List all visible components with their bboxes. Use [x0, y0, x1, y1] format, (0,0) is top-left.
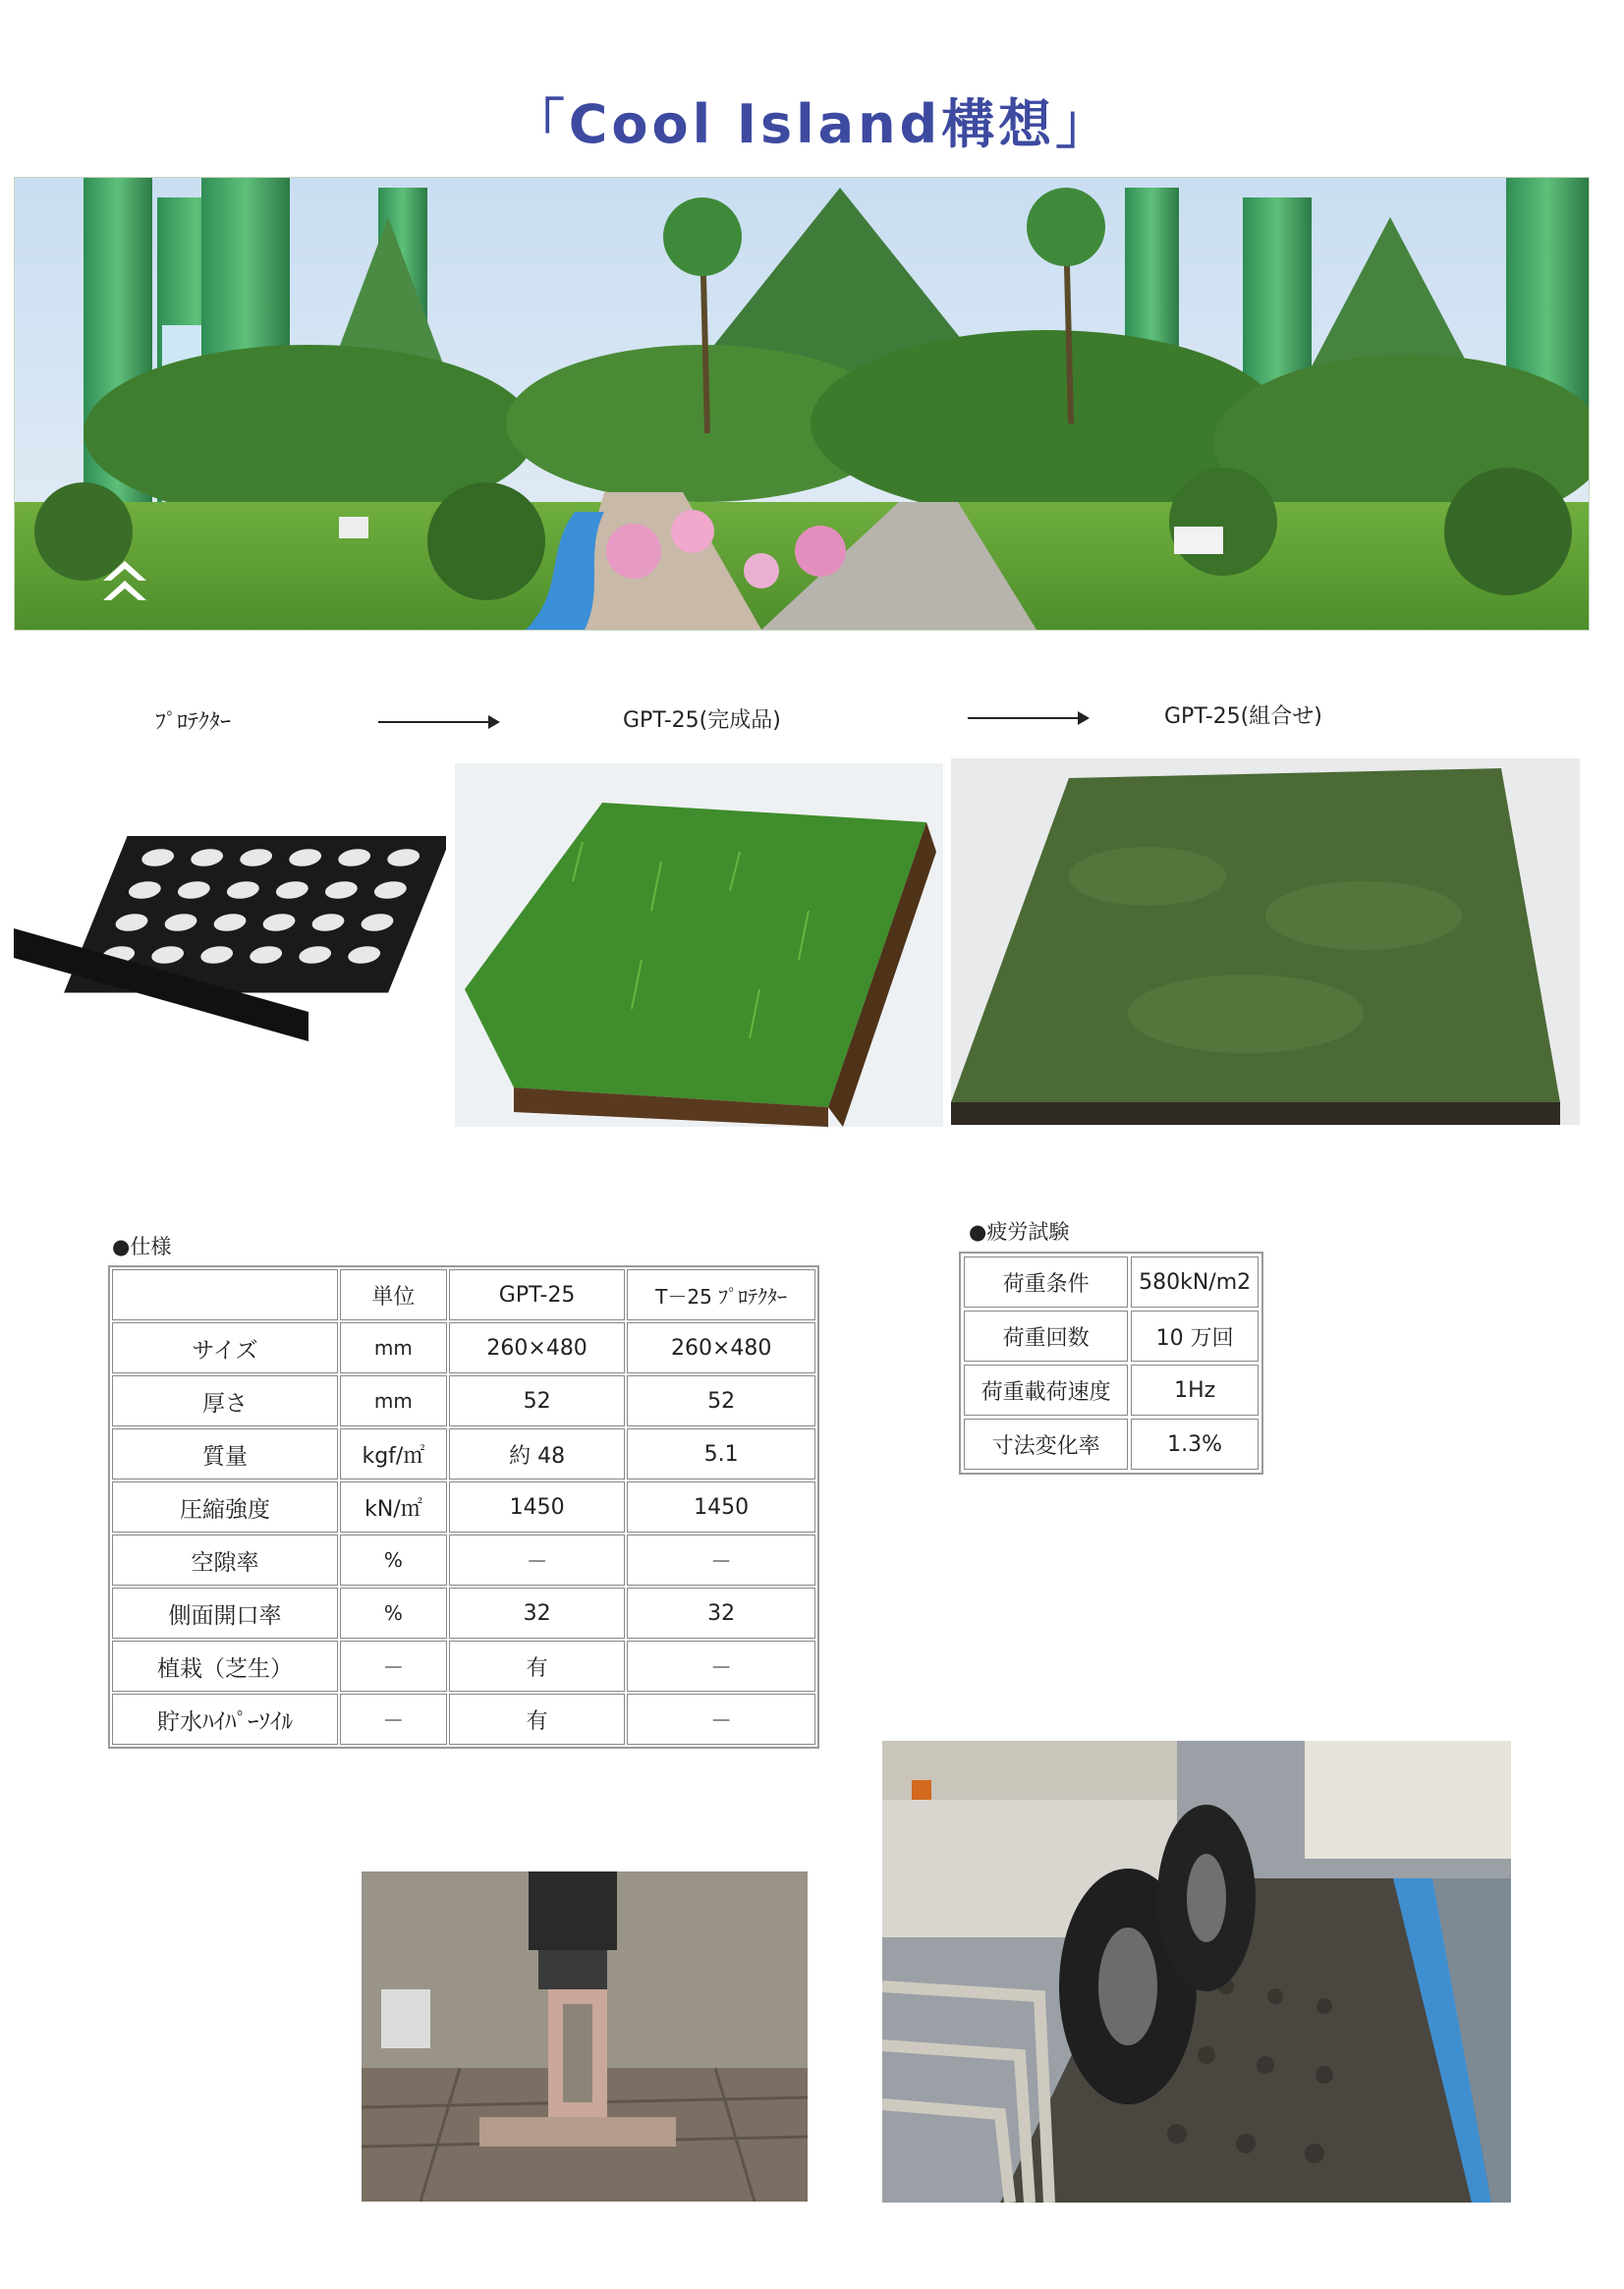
table-row: [112, 1322, 815, 1373]
value-cell: 約 48: [449, 1428, 626, 1479]
row-label: 荷重条件: [964, 1256, 1128, 1308]
unit-cell: %: [340, 1588, 447, 1639]
load-test-machine-photo: [362, 1871, 808, 2202]
row-label: 寸法変化率: [964, 1419, 1128, 1470]
table-row: [112, 1375, 815, 1426]
fatigue-table: [959, 1252, 1263, 1475]
unit-cell: －: [340, 1694, 447, 1745]
value-cell: 10 万回: [1131, 1311, 1259, 1362]
value-cell: －: [449, 1535, 626, 1586]
table-row: [112, 1481, 815, 1533]
value-cell: 1Hz: [1131, 1365, 1259, 1416]
table-header-row: [112, 1269, 815, 1320]
value-cell: 52: [449, 1375, 626, 1426]
row-label: 荷重回数: [964, 1311, 1128, 1362]
table-row: [112, 1694, 815, 1745]
value-cell: 1.3%: [1131, 1419, 1259, 1470]
value-cell: 1450: [449, 1481, 626, 1533]
value-cell: 32: [627, 1588, 815, 1639]
row-label: サイズ: [112, 1322, 338, 1373]
row-label: 貯水ﾊｲﾊﾟｰｿｲﾙ: [112, 1694, 338, 1745]
gpt25-combined-photo: [951, 758, 1580, 1125]
fatigue-heading: ●疲労試験: [969, 1220, 1070, 1244]
value-cell: －: [627, 1641, 815, 1692]
table-row: [964, 1365, 1259, 1416]
value-cell: －: [627, 1535, 815, 1586]
unit-cell: kgf/㎡: [340, 1428, 447, 1479]
table-row: [112, 1588, 815, 1639]
spec-table: [108, 1265, 819, 1749]
header-cell: GPT-25: [449, 1269, 626, 1320]
row-label: 空隙率: [112, 1535, 338, 1586]
row-label: 荷重載荷速度: [964, 1365, 1128, 1416]
page-title: 「Cool Island構想」: [511, 93, 1113, 155]
value-cell: 260×480: [449, 1322, 626, 1373]
table-row: [964, 1256, 1259, 1308]
table-row: [112, 1428, 815, 1479]
table-row: [964, 1419, 1259, 1470]
value-cell: 有: [449, 1694, 626, 1745]
row-label: 圧縮強度: [112, 1481, 338, 1533]
value-cell: －: [627, 1694, 815, 1745]
header-cell: 単位: [340, 1269, 447, 1320]
value-cell: 32: [449, 1588, 626, 1639]
flow-label-protector: ﾌﾟﾛﾃｸﾀｰ: [155, 710, 232, 735]
value-cell: 1450: [627, 1481, 815, 1533]
unit-cell: mm: [340, 1375, 447, 1426]
gpt25-finished-photo: [455, 763, 943, 1127]
header-cell: [112, 1269, 338, 1320]
spec-heading: ●仕様: [112, 1235, 172, 1258]
arrow-right-icon: [378, 721, 498, 723]
value-cell: 580kN/m2: [1131, 1256, 1259, 1308]
row-label: 側面開口率: [112, 1588, 338, 1639]
unit-cell: －: [340, 1641, 447, 1692]
flow-label-gpt25-combined: GPT-25(組合せ): [1164, 704, 1322, 729]
protector-photo: [14, 786, 446, 1051]
value-cell: 260×480: [627, 1322, 815, 1373]
value-cell: 5.1: [627, 1428, 815, 1479]
table-row: [112, 1535, 815, 1586]
table-row: [964, 1311, 1259, 1362]
row-label: 質量: [112, 1428, 338, 1479]
value-cell: 有: [449, 1641, 626, 1692]
row-label: 厚さ: [112, 1375, 338, 1426]
arrow-right-icon: [968, 717, 1088, 719]
truck-load-test-photo: [882, 1741, 1511, 2203]
value-cell: 52: [627, 1375, 815, 1426]
table-row: [112, 1641, 815, 1692]
header-cell: T－25 ﾌﾟﾛﾃｸﾀｰ: [627, 1269, 815, 1320]
unit-cell: %: [340, 1535, 447, 1586]
row-label: 植栽（芝生）: [112, 1641, 338, 1692]
unit-cell: kN/㎡: [340, 1481, 447, 1533]
unit-cell: mm: [340, 1322, 447, 1373]
flow-label-gpt25-finished: GPT-25(完成品): [623, 708, 781, 733]
cool-island-banner-image: [14, 177, 1590, 631]
